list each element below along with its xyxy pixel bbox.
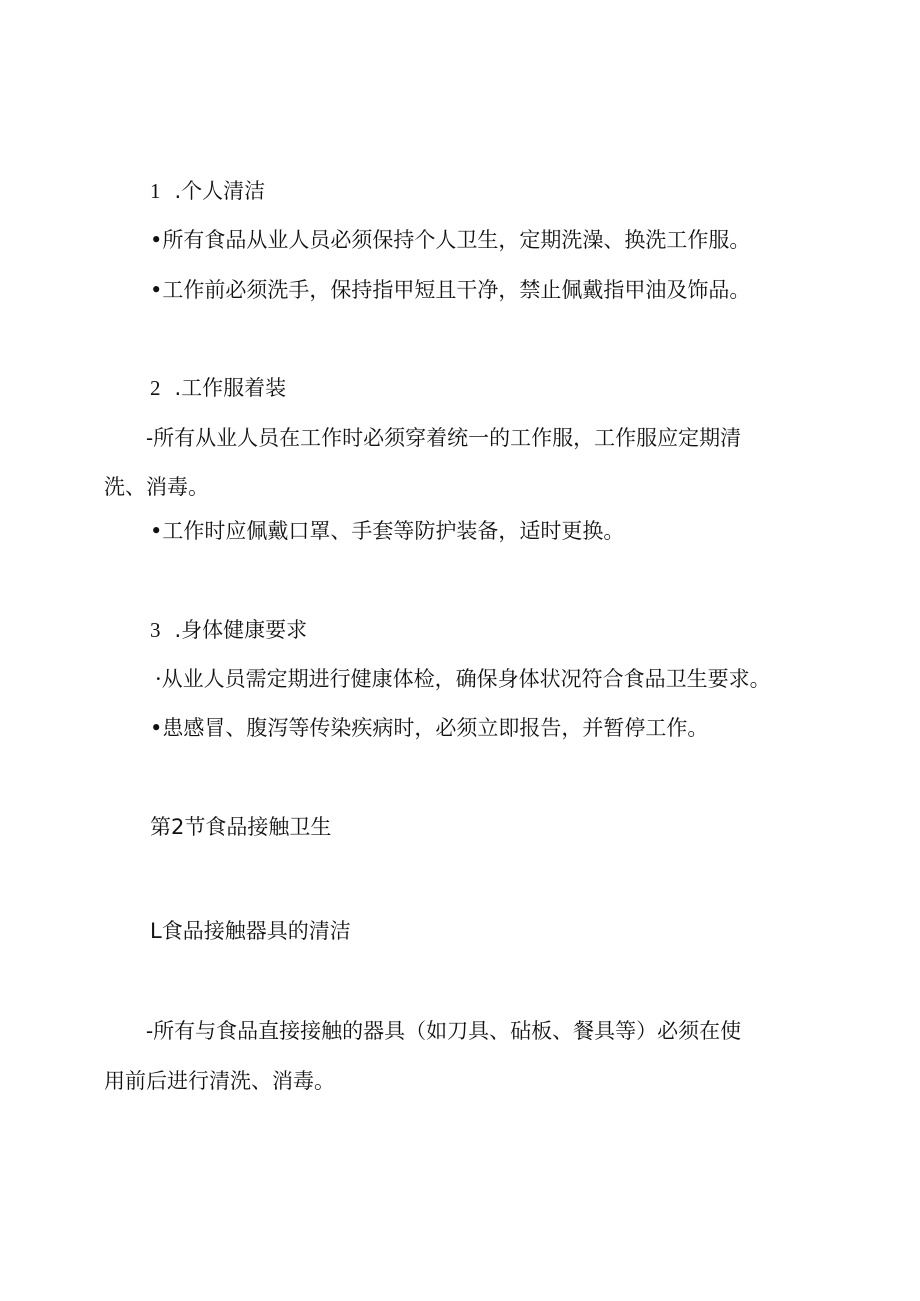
section-2-title: .工作服着装	[174, 376, 287, 400]
section-1-item-1: •所有食品从业人员必须保持个人卫生，定期洗澡、换洗工作服。	[150, 228, 751, 252]
section-3-number: 3	[150, 618, 161, 642]
section-2-item-1-line-1: -所有从业人员在工作时必须穿着统一的工作服，工作服应定期清	[146, 426, 742, 450]
subsection-item-1-line-1: -所有与食品直接接触的器具（如刀具、砧板、餐具等）必须在使	[146, 1019, 742, 1043]
section-1-title: .个人清洁	[174, 179, 266, 203]
section-2-heading	[150, 374, 286, 402]
section-3-item-2: •患感冒、腹泻等传染疾病时，必须立即报告，并暂停工作。	[150, 716, 709, 740]
section-3-heading	[150, 616, 307, 644]
section-2-item-2: •工作时应佩戴口罩、手套等防护装备，适时更换。	[150, 519, 625, 543]
subsection-item-1-line-2: 用前后进行清洗、消毒。	[104, 1069, 335, 1093]
section-3-title: .身体健康要求	[174, 618, 308, 642]
chapter-title: 第2节食品接触卫生	[150, 815, 332, 839]
section-3-item-1: ·从业人员需定期进行健康体检，确保身体状况符合食品卫生要求。	[155, 667, 771, 691]
section-2-item-1-line-2: 洗、消毒。	[104, 475, 209, 499]
section-1-number: 1	[150, 179, 161, 203]
section-1-item-2: •工作前必须洗手，保持指甲短且干净，禁止佩戴指甲油及饰品。	[150, 278, 751, 302]
subsection-title: L食品接触器具的清洁	[150, 919, 351, 943]
section-2-number: 2	[150, 376, 161, 400]
section-1-heading	[150, 177, 265, 205]
